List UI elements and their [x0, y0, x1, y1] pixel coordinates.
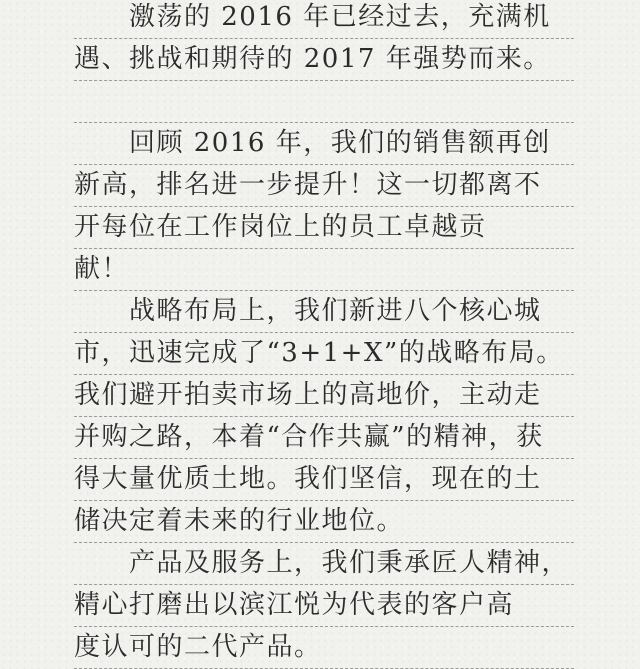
line-text: 并购之路，本着“合作共赢”的精神，获 — [74, 422, 544, 452]
text-line — [74, 0, 574, 39]
text-line — [74, 585, 574, 627]
text-line — [74, 501, 574, 543]
text-line — [74, 123, 574, 165]
line-text: 回顾 2016 年，我们的销售额再创 — [74, 128, 551, 158]
line-text: 激荡的 2016 年已经过去，充满机 — [74, 2, 551, 32]
line-text: 新高，排名进一步提升！这一切都离不 — [74, 170, 542, 200]
line-text: 度认可的二代产品。 — [74, 632, 322, 662]
line-text: 开每位在工作岗位上的员工卓越贡 — [74, 212, 487, 242]
line-text: 产品及服务上，我们秉承匠人精神， — [74, 548, 570, 578]
line-text: 遇、挑战和期待的 2017 年强势而来。 — [74, 44, 551, 74]
text-line — [74, 249, 574, 291]
text-line — [74, 627, 574, 669]
text-line — [74, 459, 574, 501]
line-text: 精心打磨出以滨江悦为代表的客户高 — [74, 590, 515, 620]
text-line — [74, 291, 574, 333]
line-text: 献！ — [74, 254, 130, 284]
text-line — [74, 39, 574, 81]
line-text: 储决定着未来的行业地位。 — [74, 506, 405, 536]
text-line — [74, 165, 574, 207]
text-line — [74, 81, 574, 123]
text-line — [74, 207, 574, 249]
text-line — [74, 543, 574, 585]
line-text: 市，迅速完成了“3+1+X”的战略布局。 — [74, 338, 564, 368]
text-line — [74, 375, 574, 417]
line-text: 战略布局上，我们新进八个核心城 — [74, 296, 542, 326]
text-line — [74, 333, 574, 375]
line-text: 得大量优质土地。我们坚信，现在的土 — [74, 464, 542, 494]
line-text: 我们避开拍卖市场上的高地价，主动走 — [74, 380, 542, 410]
text-line — [74, 417, 574, 459]
